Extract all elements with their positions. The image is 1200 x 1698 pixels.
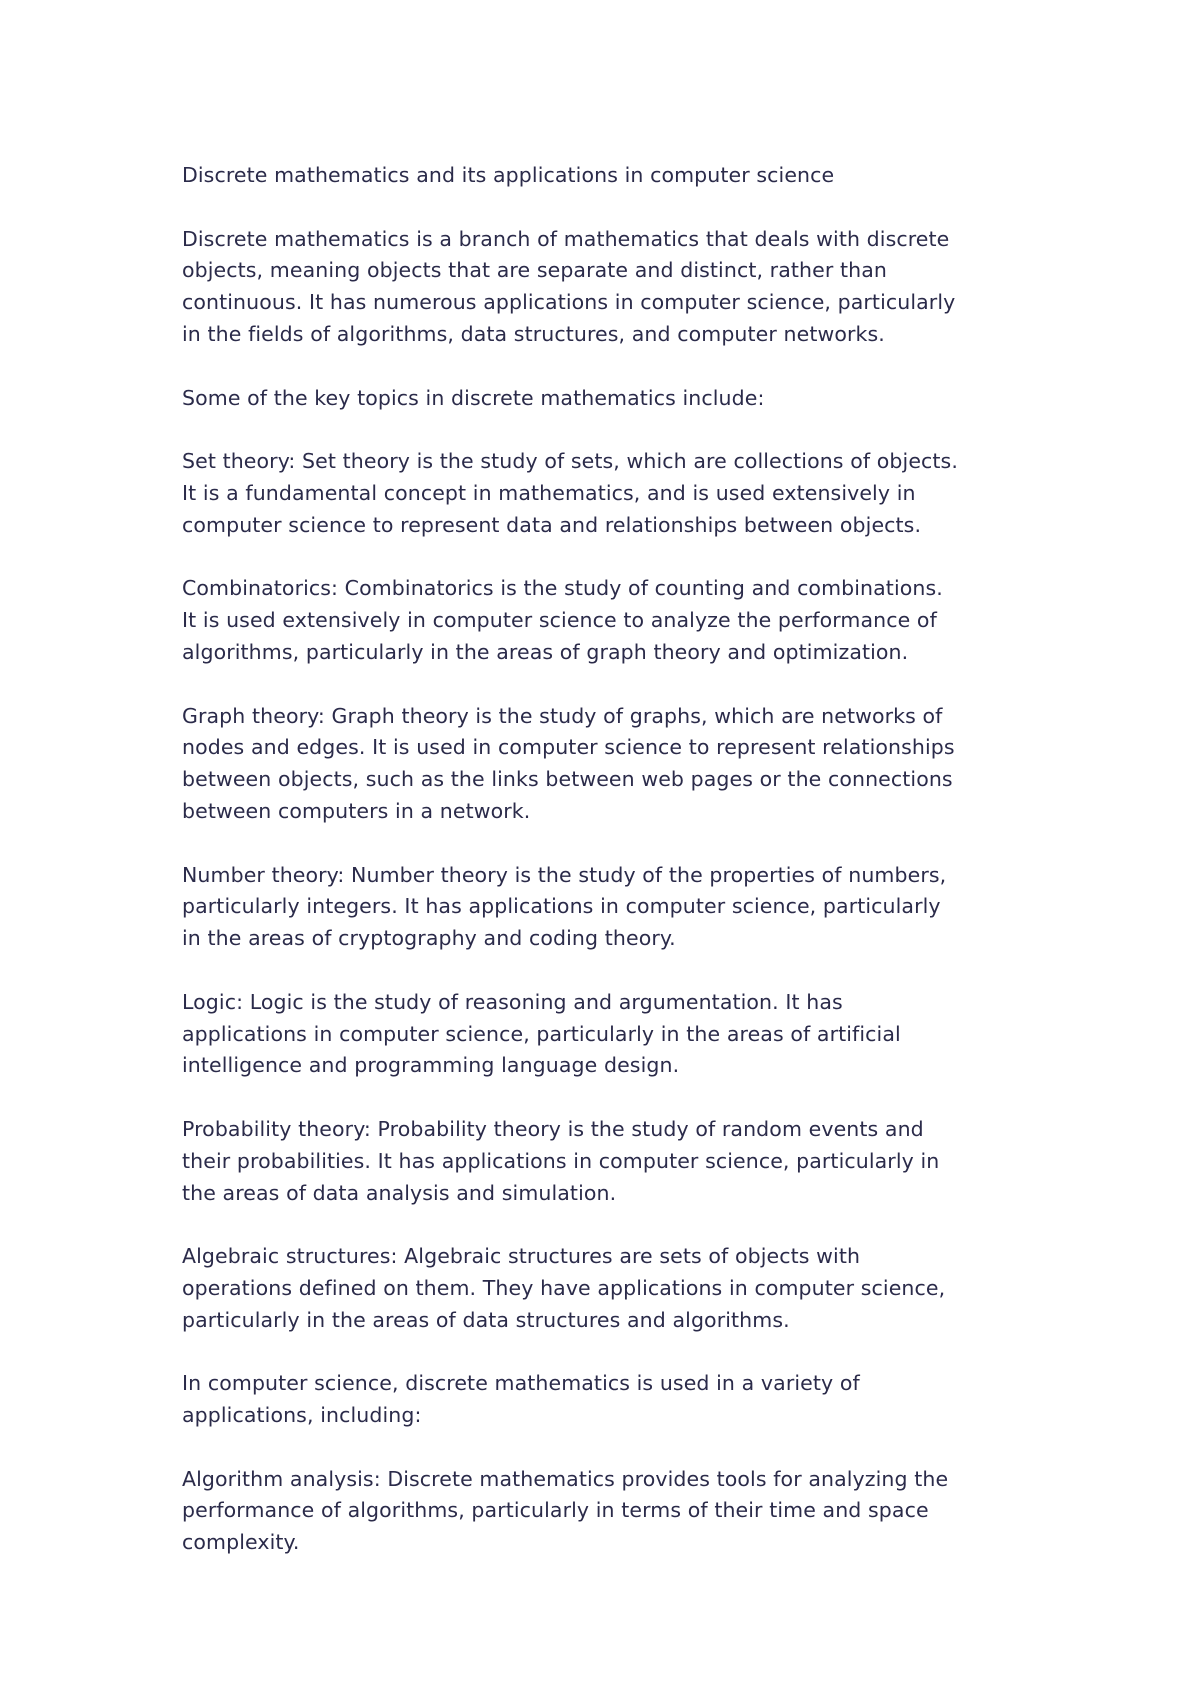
document-title [182, 160, 1032, 192]
paragraph-line: operations defined on them. They have applications in computer science, [182, 1275, 946, 1300]
title-line: Discrete mathematics and its applications in computer science [182, 163, 835, 187]
paragraph-line: It is used extensively in computer science to analyze the performance of [182, 608, 937, 633]
paragraph-line: Graph theory: Graph theory is the study of graphs, which are networks of [182, 703, 943, 728]
paragraph-line: Probability theory: Probability theory is the study of random events and [182, 1116, 924, 1141]
paragraph-line: between objects, such as the links between web pages or the connections [182, 767, 953, 792]
paragraph-line: computer science to represent data and relationships between objects. [182, 512, 922, 537]
paragraph-line: performance of algorithms, particularly in terms of their time and space [182, 1498, 929, 1523]
paragraph-applications-intro [182, 1368, 1032, 1432]
paragraph-line: Algorithm analysis: Discrete mathematics provides tools for analyzing the [182, 1466, 949, 1491]
paragraph-line: Algebraic structures: Algebraic structures are sets of objects with [182, 1244, 861, 1269]
paragraph-line: applications, including: [182, 1403, 422, 1428]
paragraph-line: Some of the key topics in discrete mathematics include: [182, 385, 765, 410]
document-body [182, 160, 1032, 1591]
paragraph-probability-theory [182, 1114, 1032, 1209]
paragraph-line: algorithms, particularly in the areas of graph theory and optimization. [182, 639, 909, 664]
paragraph-line: In computer science, discrete mathematics is used in a variety of [182, 1371, 860, 1396]
paragraph-combinatorics [182, 573, 1032, 668]
paragraph-line: Set theory: Set theory is the study of sets, which are collections of objects. [182, 449, 958, 474]
paragraph-line: between computers in a network. [182, 798, 531, 823]
paragraph-line: Logic: Logic is the study of reasoning and argumentation. It has [182, 989, 843, 1014]
paragraph-line: particularly integers. It has applications in computer science, particularly [182, 894, 941, 919]
paragraph-key-topics [182, 383, 1032, 415]
paragraph-line: in the areas of cryptography and coding theory. [182, 926, 676, 951]
paragraph-line: their probabilities. It has applications in computer science, particularly in [182, 1148, 940, 1173]
paragraph-logic [182, 987, 1032, 1082]
paragraph-line: complexity. [182, 1530, 300, 1555]
paragraph-line: nodes and edges. It is used in computer science to represent relationships [182, 735, 955, 760]
paragraph-line: the areas of data analysis and simulation. [182, 1180, 617, 1205]
paragraph-line: It is a fundamental concept in mathematics, and is used extensively in [182, 480, 916, 505]
paragraph-line: particularly in the areas of data structures and algorithms. [182, 1307, 790, 1332]
paragraph-intro [182, 224, 1032, 351]
paragraph-line: intelligence and programming language design. [182, 1053, 680, 1078]
paragraph-line: objects, meaning objects that are separate and distinct, rather than [182, 258, 887, 283]
paragraph-graph-theory [182, 701, 1032, 828]
paragraph-line: Number theory: Number theory is the study of the properties of numbers, [182, 862, 947, 887]
paragraph-line: Discrete mathematics is a branch of mathematics that deals with discrete [182, 226, 950, 251]
paragraph-algorithm-analysis [182, 1464, 1032, 1559]
paragraph-line: applications in computer science, particularly in the areas of artificial [182, 1021, 901, 1046]
paragraph-algebraic-structures [182, 1241, 1032, 1336]
paragraph-line: in the fields of algorithms, data structures, and computer networks. [182, 321, 885, 346]
paragraph-line: continuous. It has numerous applications in computer science, particularly [182, 290, 956, 315]
paragraph-set-theory [182, 446, 1032, 541]
paragraph-number-theory [182, 860, 1032, 955]
paragraph-line: Combinatorics: Combinatorics is the study of counting and combinations. [182, 576, 943, 601]
